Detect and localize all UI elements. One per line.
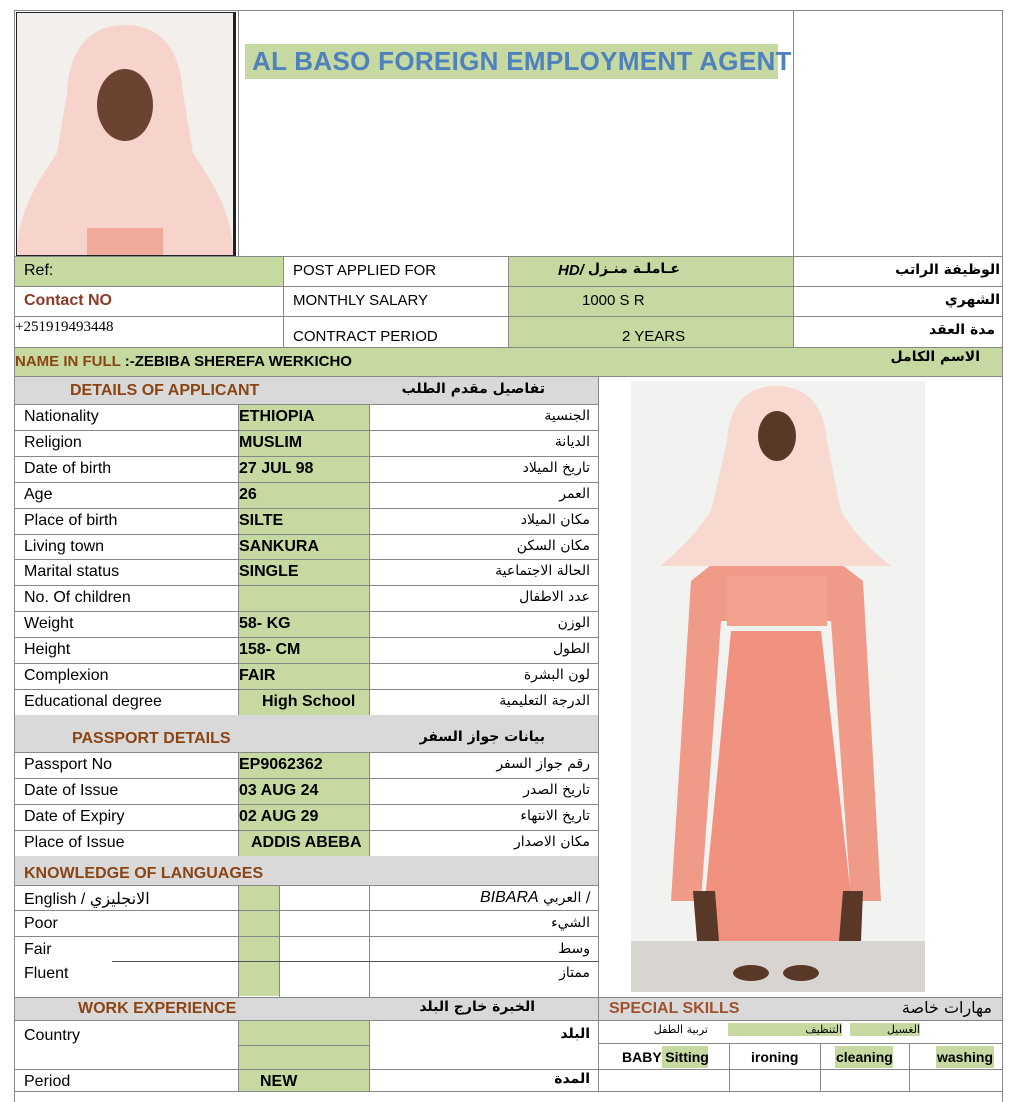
detail-value: 27 JUL 98 (239, 460, 314, 477)
post-label: POST APPLIED FOR (293, 262, 437, 279)
detail-label: Educational degree (24, 693, 162, 710)
applicant-full-photo (631, 381, 925, 992)
detail-value: High School (262, 693, 356, 710)
language-level-ar: ممتاز (559, 965, 590, 981)
salary-label-ar: الشهري (944, 292, 1000, 308)
skills-title: SPECIAL SKILLS (609, 1000, 740, 1017)
full-name-label: NAME IN FULL (15, 353, 125, 370)
detail-label-ar: عدد الاطفال (519, 589, 590, 605)
detail-label-ar: العمر (559, 486, 590, 502)
detail-label-ar: مكان السكن (516, 538, 590, 554)
detail-value: 158- CM (239, 641, 301, 658)
skill-label-ar: الغسيل (850, 1023, 920, 1036)
detail-label-ar: الوزن (557, 615, 590, 631)
detail-label: Age (24, 486, 53, 503)
detail-value: 26 (239, 486, 257, 503)
detail-value: 58- KG (239, 615, 291, 632)
detail-label: Complexion (24, 667, 109, 684)
detail-label-ar: مكان الميلاد (520, 512, 590, 528)
salary-label: MONTHLY SALARY (293, 292, 429, 309)
skill-item: ironing (751, 1049, 799, 1065)
detail-value: ETHIOPIA (239, 408, 315, 425)
post-value-ar: عـاملـة منـزل (587, 261, 680, 277)
passport-label-ar: مكان الاصدار (514, 834, 590, 850)
detail-label-ar: الطول (552, 641, 590, 657)
passport-label: Place of Issue (24, 834, 125, 851)
passport-value: ADDIS ABEBA (251, 834, 362, 851)
detail-label-ar: الدرجة التعليمية (499, 693, 590, 709)
country-label: Country (24, 1027, 81, 1044)
detail-label: No. Of children (24, 589, 131, 606)
detail-label: Living town (24, 538, 105, 555)
agency-title-text: AL BASO FOREIGN EMPLOYMENT AGENT (252, 46, 792, 76)
passport-label-ar: تاريخ الانتهاء (520, 808, 590, 824)
period-value: NEW (260, 1073, 298, 1090)
detail-label: Weight (24, 615, 74, 632)
detail-label: Place of birth (24, 512, 118, 529)
passport-value: 03 AUG 24 (239, 782, 319, 799)
work-title: WORK EXPERIENCE (78, 1000, 237, 1017)
period-label: Period (24, 1073, 71, 1090)
passport-label: Passport No (24, 756, 113, 773)
passport-value: 02 AUG 29 (239, 808, 319, 825)
contract-value: 2 YEARS (622, 328, 686, 345)
post-value-en: HD/ (558, 262, 584, 279)
detail-label: Marital status (24, 563, 120, 580)
detail-label-ar: الجنسية (544, 408, 590, 424)
detail-value: SINGLE (239, 563, 299, 580)
arabic-language (480, 889, 590, 907)
arabic-language-value: BIBARA (480, 889, 539, 906)
detail-value: SILTE (239, 512, 284, 529)
post-label-ar: الوظيفة الراتب (895, 262, 1000, 278)
detail-value: MUSLIM (239, 434, 303, 451)
detail-value: SANKURA (239, 538, 319, 555)
skill-item: cleaning (836, 1049, 893, 1065)
english-label: English / الانجليزي (24, 891, 150, 908)
detail-label-ar: الديانة (554, 434, 590, 450)
passport-title: PASSPORT DETAILS (72, 730, 231, 747)
passport-label-ar: رقم جواز السفر (496, 756, 590, 772)
skill-label-ar: التنظيف (772, 1023, 842, 1036)
salary-value: 1000 S R (582, 292, 645, 309)
contact-label: Contact NO (24, 292, 112, 309)
arabic-language-label: العربي / (543, 890, 591, 906)
skills-title-ar: مهارات خاصة (901, 998, 992, 1017)
language-level: Fair (24, 941, 52, 958)
passport-label: Date of Expiry (24, 808, 125, 825)
work-title-ar: الخبرة خارج البلد (419, 999, 535, 1015)
language-level-ar: الشيء (551, 915, 590, 931)
language-level-ar: وسط (558, 941, 590, 957)
detail-label-ar: الحالة الاجتماعية (495, 563, 590, 579)
country-label-ar: البلد (560, 1026, 590, 1042)
contract-label: CONTRACT PERIOD (293, 328, 438, 345)
contract-label-ar: مدة العقد (928, 322, 995, 338)
period-label-ar: المدة (554, 1071, 590, 1087)
language-level: Poor (24, 915, 58, 932)
skill-label-ar: تربية الطفل (653, 1023, 708, 1036)
passport-label-ar: تاريخ الصدر (523, 782, 590, 798)
detail-label-ar: تاريخ الميلاد (522, 460, 590, 476)
ref-label: Ref: (24, 262, 54, 279)
detail-label: Date of birth (24, 460, 112, 477)
full-name-label-ar: الاسم الكامل (890, 349, 980, 365)
detail-label-ar: لون البشرة (523, 667, 590, 683)
language-level: Fluent (24, 965, 69, 982)
details-title-ar: تفاصيل مقدم الطلب (401, 381, 545, 397)
languages-title: KNOWLEDGE OF LANGUAGES (24, 865, 264, 882)
full-name-value: :-ZEBIBA SHEREFA WERKICHO (124, 353, 352, 370)
passport-title-ar: بيانات جواز السفر (419, 729, 545, 745)
contact-value: +251919493448 (15, 319, 114, 335)
passport-value: EP9062362 (239, 756, 323, 773)
full-name (15, 353, 352, 370)
skill-item: BABY Sitting (622, 1049, 709, 1065)
detail-value: FAIR (239, 667, 276, 684)
applicant-headshot (16, 12, 236, 258)
detail-label: Nationality (24, 408, 99, 425)
detail-label: Religion (24, 434, 82, 451)
detail-label: Height (24, 641, 71, 658)
details-title: DETAILS OF APPLICANT (70, 382, 260, 399)
skill-item: washing (937, 1049, 994, 1065)
passport-label: Date of Issue (24, 782, 119, 799)
